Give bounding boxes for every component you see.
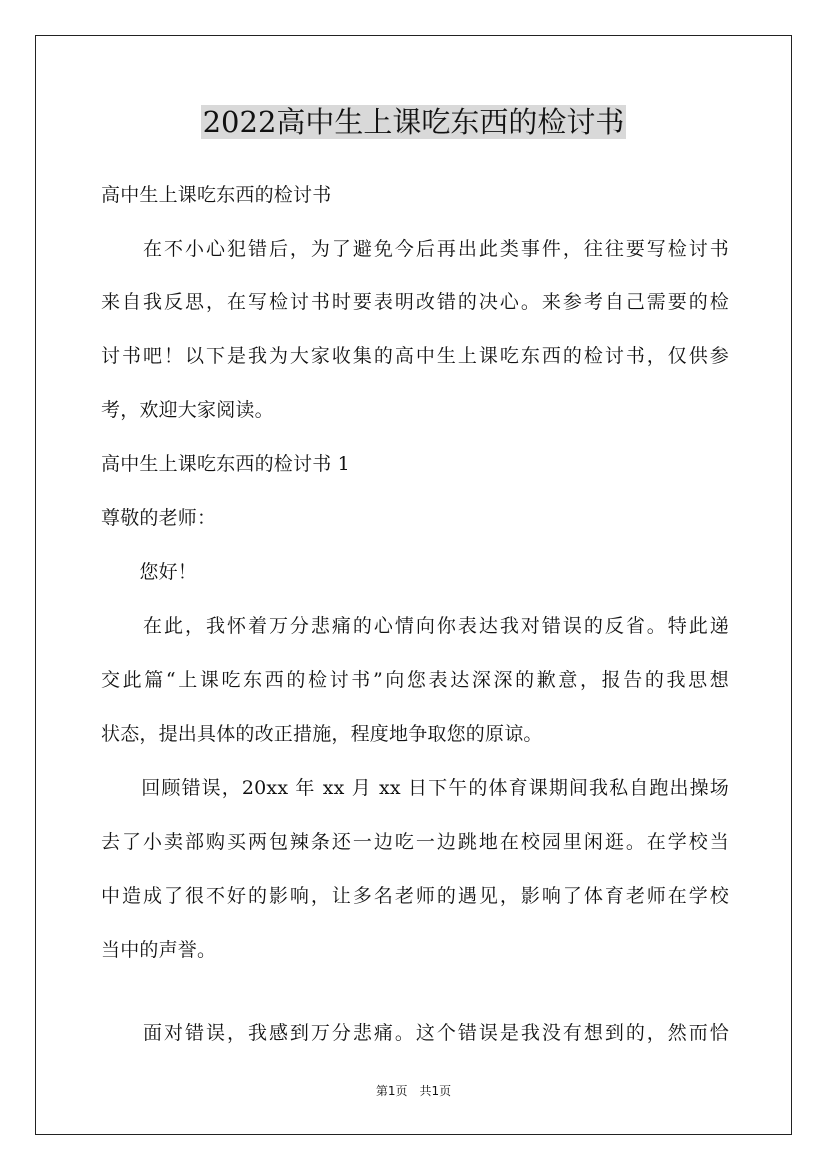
paragraph-line: 讨书吧！以下是我为大家收集的高中生上课吃东西的检讨书，仅供参 — [101, 345, 729, 367]
paragraph-line: 当中的声誉。 — [101, 939, 217, 961]
paragraph-line: 回顾错误，20xx 年 xx 月 xx 日下午的体育课期间我私自跑出操场 — [101, 777, 729, 799]
document-title: 2022高中生上课吃东西的检讨书 — [202, 105, 625, 139]
paragraph-line: 面对错误，我感到万分悲痛。这个错误是我没有想到的，然而恰 — [101, 1022, 729, 1044]
paragraph-line: 考，欢迎大家阅读。 — [101, 399, 274, 421]
page-number: 第1页 共1页 — [375, 1084, 452, 1098]
paragraph-line: 交此篇“上课吃东西的检讨书”向您表达深深的歉意，报告的我思想 — [101, 669, 729, 691]
paragraph-line: 在不小心犯错后，为了避免今后再出此类事件，往往要写检讨书 — [101, 238, 729, 260]
paragraph-line: 中造成了很不好的影响，让多名老师的遇见，影响了体育老师在学校 — [101, 885, 729, 907]
subtitle-line: 高中生上课吃东西的检讨书 — [101, 184, 332, 206]
salutation: 尊敬的老师： — [101, 507, 217, 529]
paragraph-line: 来自我反思，在写检讨书时要表明改错的决心。来参考自己需要的检 — [101, 291, 729, 313]
section-heading: 高中生上课吃东西的检讨书 1 — [101, 453, 350, 475]
paragraph-line: 状态，提出具体的改正措施，程度地争取您的原谅。 — [101, 723, 543, 745]
greeting: 您好！ — [101, 561, 198, 583]
paragraph-line: 在此，我怀着万分悲痛的心情向你表达我对错误的反省。特此递 — [101, 615, 729, 637]
paragraph-line: 去了小卖部购买两包辣条还一边吃一边跳地在校园里闲逛。在学校当 — [101, 831, 729, 853]
